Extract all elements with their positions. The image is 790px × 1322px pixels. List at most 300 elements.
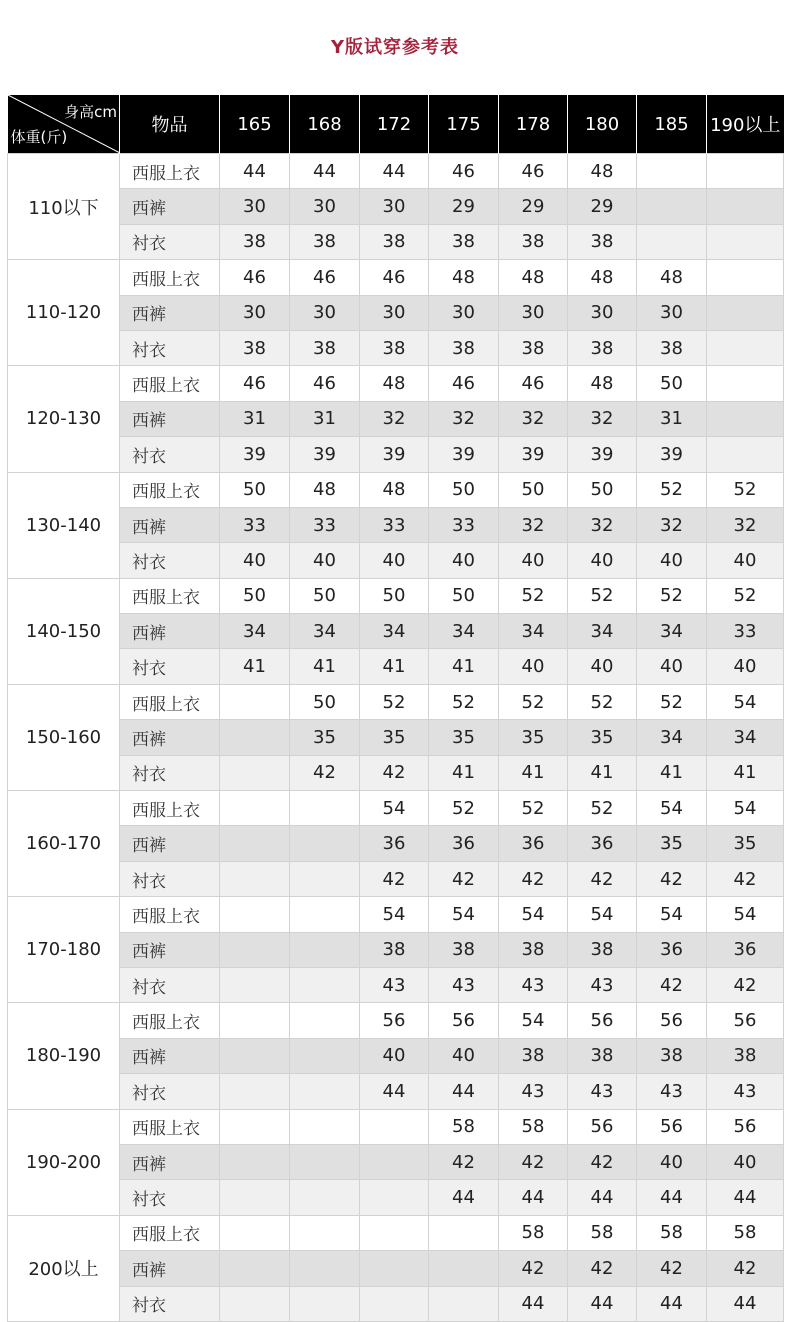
- size-value-cell: 32: [637, 507, 707, 542]
- item-cell: 衬衣: [120, 861, 220, 896]
- size-value-cell: 44: [707, 1286, 784, 1321]
- size-value-cell: 52: [568, 684, 637, 719]
- table-row: [8, 154, 784, 189]
- size-value-cell: [290, 1109, 360, 1144]
- size-value-cell: 56: [360, 1003, 429, 1038]
- table-row: [8, 366, 784, 401]
- size-value-cell: 52: [637, 578, 707, 613]
- size-value-cell: [220, 720, 290, 755]
- size-value-cell: 32: [499, 401, 568, 436]
- size-value-cell: 38: [637, 330, 707, 365]
- size-value-cell: [220, 897, 290, 932]
- table-row: [8, 224, 784, 259]
- table-row: [8, 1038, 784, 1073]
- table-body: [8, 154, 784, 1322]
- size-value-cell: 48: [360, 366, 429, 401]
- size-value-cell: 54: [637, 897, 707, 932]
- size-value-cell: 52: [360, 684, 429, 719]
- size-value-cell: 43: [429, 967, 499, 1002]
- table-row: [8, 897, 784, 932]
- size-value-cell: 40: [637, 543, 707, 578]
- size-value-cell: 56: [568, 1109, 637, 1144]
- size-value-cell: 35: [637, 826, 707, 861]
- size-value-cell: 52: [499, 578, 568, 613]
- size-value-cell: [707, 224, 784, 259]
- size-value-cell: [220, 1038, 290, 1073]
- size-value-cell: [220, 1215, 290, 1250]
- item-cell: 西服上衣: [120, 1109, 220, 1144]
- item-cell: 西服上衣: [120, 578, 220, 613]
- size-value-cell: 58: [568, 1215, 637, 1250]
- size-value-cell: 40: [499, 543, 568, 578]
- size-value-cell: 42: [707, 967, 784, 1002]
- size-value-cell: 42: [360, 861, 429, 896]
- table-row: [8, 260, 784, 295]
- size-value-cell: [220, 1074, 290, 1109]
- height-column-header: 185: [637, 95, 707, 154]
- size-value-cell: 41: [499, 755, 568, 790]
- size-value-cell: 38: [290, 224, 360, 259]
- size-value-cell: 56: [429, 1003, 499, 1038]
- size-value-cell: 52: [499, 684, 568, 719]
- height-column-header: 180: [568, 95, 637, 154]
- table-row: [8, 543, 784, 578]
- weight-range-cell: 130-140: [8, 472, 120, 578]
- size-value-cell: 50: [568, 472, 637, 507]
- size-value-cell: 34: [707, 720, 784, 755]
- size-value-cell: 56: [707, 1109, 784, 1144]
- table-row: [8, 1144, 784, 1179]
- size-value-cell: 38: [568, 224, 637, 259]
- size-value-cell: 54: [499, 1003, 568, 1038]
- size-value-cell: 42: [499, 861, 568, 896]
- size-value-cell: 54: [499, 897, 568, 932]
- item-cell: 西服上衣: [120, 684, 220, 719]
- size-value-cell: 50: [290, 684, 360, 719]
- size-value-cell: 46: [220, 260, 290, 295]
- size-value-cell: 42: [637, 861, 707, 896]
- size-value-cell: 38: [290, 330, 360, 365]
- size-value-cell: 44: [637, 1286, 707, 1321]
- size-value-cell: 40: [290, 543, 360, 578]
- size-value-cell: 56: [568, 1003, 637, 1038]
- size-value-cell: [290, 1038, 360, 1073]
- size-value-cell: 48: [290, 472, 360, 507]
- size-value-cell: 35: [568, 720, 637, 755]
- size-value-cell: 48: [499, 260, 568, 295]
- size-value-cell: 40: [499, 649, 568, 684]
- header-row: [8, 95, 784, 154]
- table-row: [8, 861, 784, 896]
- table-row: [8, 401, 784, 436]
- size-value-cell: 39: [499, 437, 568, 472]
- item-cell: 西裤: [120, 1251, 220, 1286]
- size-value-cell: 35: [499, 720, 568, 755]
- item-cell: 衬衣: [120, 755, 220, 790]
- size-value-cell: [290, 967, 360, 1002]
- size-value-cell: 38: [220, 224, 290, 259]
- size-value-cell: 40: [637, 649, 707, 684]
- size-value-cell: 48: [637, 260, 707, 295]
- size-value-cell: 34: [429, 614, 499, 649]
- size-value-cell: 34: [360, 614, 429, 649]
- item-cell: 衬衣: [120, 1180, 220, 1215]
- item-cell: 西裤: [120, 189, 220, 224]
- size-value-cell: 36: [499, 826, 568, 861]
- size-value-cell: 35: [707, 826, 784, 861]
- size-value-cell: 44: [568, 1286, 637, 1321]
- size-value-cell: [220, 861, 290, 896]
- size-value-cell: 46: [429, 366, 499, 401]
- size-value-cell: 33: [429, 507, 499, 542]
- size-value-cell: 58: [707, 1215, 784, 1250]
- size-value-cell: [360, 1180, 429, 1215]
- table-row: [8, 472, 784, 507]
- size-value-cell: [220, 755, 290, 790]
- height-column-header: 165: [220, 95, 290, 154]
- size-value-cell: 56: [637, 1003, 707, 1038]
- table-row: [8, 295, 784, 330]
- size-value-cell: 42: [637, 1251, 707, 1286]
- weight-range-cell: 160-170: [8, 791, 120, 897]
- size-value-cell: 32: [499, 507, 568, 542]
- size-value-cell: 40: [707, 649, 784, 684]
- size-value-cell: 48: [568, 366, 637, 401]
- size-value-cell: 58: [429, 1109, 499, 1144]
- table-row: [8, 1215, 784, 1250]
- size-value-cell: 43: [360, 967, 429, 1002]
- size-value-cell: [290, 932, 360, 967]
- item-cell: 西服上衣: [120, 791, 220, 826]
- size-value-cell: 29: [568, 189, 637, 224]
- size-value-cell: 41: [360, 649, 429, 684]
- size-value-cell: 38: [637, 1038, 707, 1073]
- size-value-cell: 42: [568, 1144, 637, 1179]
- size-value-cell: 52: [568, 578, 637, 613]
- size-value-cell: 40: [429, 543, 499, 578]
- item-column-header: 物品: [120, 95, 220, 154]
- size-value-cell: [707, 366, 784, 401]
- table-row: [8, 1109, 784, 1144]
- table-row: [8, 578, 784, 613]
- item-cell: 西裤: [120, 1144, 220, 1179]
- size-value-cell: 34: [499, 614, 568, 649]
- size-value-cell: [707, 401, 784, 436]
- size-value-cell: 52: [429, 684, 499, 719]
- size-value-cell: 33: [360, 507, 429, 542]
- size-value-cell: 31: [637, 401, 707, 436]
- size-value-cell: 46: [499, 366, 568, 401]
- size-value-cell: 35: [429, 720, 499, 755]
- size-value-cell: 30: [568, 295, 637, 330]
- size-value-cell: [707, 437, 784, 472]
- size-value-cell: 50: [499, 472, 568, 507]
- size-value-cell: [707, 330, 784, 365]
- size-value-cell: 46: [290, 366, 360, 401]
- size-value-cell: 40: [220, 543, 290, 578]
- size-value-cell: 30: [360, 189, 429, 224]
- size-value-cell: 34: [637, 720, 707, 755]
- size-value-cell: 46: [290, 260, 360, 295]
- size-value-cell: 31: [290, 401, 360, 436]
- size-value-cell: 39: [637, 437, 707, 472]
- size-value-cell: [707, 189, 784, 224]
- weight-axis-label: 体重(斤): [10, 128, 68, 146]
- weight-range-cell: 200以上: [8, 1215, 120, 1321]
- size-value-cell: 54: [568, 897, 637, 932]
- size-value-cell: 56: [637, 1109, 707, 1144]
- size-value-cell: [220, 684, 290, 719]
- table-row: [8, 189, 784, 224]
- size-value-cell: 44: [568, 1180, 637, 1215]
- item-cell: 衬衣: [120, 330, 220, 365]
- size-value-cell: 52: [637, 684, 707, 719]
- size-value-cell: 38: [429, 224, 499, 259]
- size-value-cell: [220, 1180, 290, 1215]
- size-value-cell: 48: [568, 154, 637, 189]
- size-value-cell: 58: [499, 1109, 568, 1144]
- size-value-cell: 35: [360, 720, 429, 755]
- table-row: [8, 684, 784, 719]
- weight-range-cell: 190-200: [8, 1109, 120, 1215]
- size-value-cell: [429, 1251, 499, 1286]
- size-value-cell: 36: [360, 826, 429, 861]
- size-value-cell: 43: [499, 967, 568, 1002]
- size-value-cell: 54: [360, 791, 429, 826]
- size-value-cell: 42: [707, 861, 784, 896]
- item-cell: 西服上衣: [120, 897, 220, 932]
- size-value-cell: 38: [499, 224, 568, 259]
- size-value-cell: 29: [499, 189, 568, 224]
- size-value-cell: [360, 1251, 429, 1286]
- size-value-cell: 38: [429, 330, 499, 365]
- item-cell: 西裤: [120, 401, 220, 436]
- size-value-cell: 43: [637, 1074, 707, 1109]
- size-value-cell: 40: [568, 543, 637, 578]
- item-cell: 衬衣: [120, 1286, 220, 1321]
- height-axis-label: 身高cm: [64, 103, 117, 121]
- table-row: [8, 507, 784, 542]
- size-value-cell: 46: [220, 366, 290, 401]
- size-value-cell: 30: [290, 189, 360, 224]
- size-value-cell: 44: [360, 154, 429, 189]
- size-value-cell: 42: [499, 1251, 568, 1286]
- size-value-cell: 42: [499, 1144, 568, 1179]
- size-value-cell: 50: [220, 578, 290, 613]
- size-value-cell: [360, 1286, 429, 1321]
- size-value-cell: [220, 1286, 290, 1321]
- size-value-cell: 42: [637, 967, 707, 1002]
- size-value-cell: [220, 1003, 290, 1038]
- table-row: [8, 826, 784, 861]
- size-value-cell: 38: [568, 1038, 637, 1073]
- size-value-cell: 43: [568, 967, 637, 1002]
- size-value-cell: 54: [707, 791, 784, 826]
- size-value-cell: 40: [429, 1038, 499, 1073]
- size-value-cell: 46: [499, 154, 568, 189]
- size-value-cell: 50: [637, 366, 707, 401]
- size-value-cell: 32: [568, 401, 637, 436]
- size-value-cell: [290, 897, 360, 932]
- size-value-cell: [220, 1144, 290, 1179]
- size-value-cell: 50: [429, 472, 499, 507]
- size-value-cell: 39: [568, 437, 637, 472]
- size-value-cell: [637, 224, 707, 259]
- size-value-cell: 38: [707, 1038, 784, 1073]
- item-cell: 衬衣: [120, 543, 220, 578]
- size-value-cell: 56: [707, 1003, 784, 1038]
- size-value-cell: 41: [220, 649, 290, 684]
- item-cell: 西裤: [120, 614, 220, 649]
- table-header: [8, 95, 784, 154]
- size-value-cell: [290, 1215, 360, 1250]
- size-value-cell: 41: [429, 649, 499, 684]
- size-value-cell: 43: [568, 1074, 637, 1109]
- size-value-cell: [707, 260, 784, 295]
- size-value-cell: 30: [499, 295, 568, 330]
- size-value-cell: 50: [220, 472, 290, 507]
- size-value-cell: 38: [499, 1038, 568, 1073]
- item-cell: 衬衣: [120, 1074, 220, 1109]
- size-value-cell: 38: [499, 330, 568, 365]
- size-value-cell: 38: [360, 330, 429, 365]
- size-value-cell: 29: [429, 189, 499, 224]
- table-row: [8, 755, 784, 790]
- size-value-cell: 32: [429, 401, 499, 436]
- size-value-cell: 30: [637, 295, 707, 330]
- size-value-cell: [290, 826, 360, 861]
- size-value-cell: 42: [429, 861, 499, 896]
- size-value-cell: 48: [429, 260, 499, 295]
- item-cell: 西裤: [120, 826, 220, 861]
- size-value-cell: [360, 1144, 429, 1179]
- size-value-cell: 39: [360, 437, 429, 472]
- size-value-cell: [707, 295, 784, 330]
- size-value-cell: 33: [707, 614, 784, 649]
- size-value-cell: [290, 1074, 360, 1109]
- size-value-cell: 38: [360, 932, 429, 967]
- size-value-cell: 54: [637, 791, 707, 826]
- item-cell: 西裤: [120, 507, 220, 542]
- size-value-cell: 46: [360, 260, 429, 295]
- height-column-header: 178: [499, 95, 568, 154]
- size-value-cell: [707, 154, 784, 189]
- size-value-cell: [220, 826, 290, 861]
- size-value-cell: 38: [360, 224, 429, 259]
- size-value-cell: 30: [220, 295, 290, 330]
- item-cell: 衬衣: [120, 224, 220, 259]
- size-value-cell: 38: [220, 330, 290, 365]
- size-value-cell: 54: [707, 897, 784, 932]
- size-value-cell: 50: [429, 578, 499, 613]
- size-value-cell: [290, 1144, 360, 1179]
- size-value-cell: 54: [429, 897, 499, 932]
- size-value-cell: 52: [499, 791, 568, 826]
- size-value-cell: 40: [568, 649, 637, 684]
- size-value-cell: [429, 1215, 499, 1250]
- size-value-cell: 52: [707, 472, 784, 507]
- size-value-cell: 52: [429, 791, 499, 826]
- size-value-cell: [429, 1286, 499, 1321]
- table-row: [8, 330, 784, 365]
- size-value-cell: 36: [429, 826, 499, 861]
- size-value-cell: 40: [360, 543, 429, 578]
- size-value-cell: 50: [290, 578, 360, 613]
- size-value-cell: 42: [707, 1251, 784, 1286]
- size-value-cell: 32: [568, 507, 637, 542]
- size-value-cell: [220, 1109, 290, 1144]
- size-value-cell: [290, 1180, 360, 1215]
- size-value-cell: 31: [220, 401, 290, 436]
- size-value-cell: 39: [429, 437, 499, 472]
- size-value-cell: 38: [499, 932, 568, 967]
- size-value-cell: 44: [499, 1180, 568, 1215]
- size-value-cell: 52: [707, 578, 784, 613]
- table-row: [8, 932, 784, 967]
- size-value-cell: 36: [568, 826, 637, 861]
- item-cell: 西服上衣: [120, 472, 220, 507]
- height-column-header: 168: [290, 95, 360, 154]
- size-reference-table: [7, 95, 784, 1322]
- size-value-cell: [220, 932, 290, 967]
- size-value-cell: 44: [499, 1286, 568, 1321]
- size-value-cell: [290, 791, 360, 826]
- size-value-cell: 41: [707, 755, 784, 790]
- weight-range-cell: 120-130: [8, 366, 120, 472]
- page-title: Y版试穿参考表: [330, 37, 460, 58]
- corner-header-cell: [8, 95, 120, 154]
- size-value-cell: 44: [290, 154, 360, 189]
- height-column-header: 172: [360, 95, 429, 154]
- size-value-cell: 50: [360, 578, 429, 613]
- table-row: [8, 1074, 784, 1109]
- size-value-cell: 46: [429, 154, 499, 189]
- size-value-cell: [290, 1286, 360, 1321]
- weight-range-cell: 110-120: [8, 260, 120, 366]
- table-row: [8, 1180, 784, 1215]
- item-cell: 西裤: [120, 932, 220, 967]
- size-value-cell: 33: [290, 507, 360, 542]
- size-value-cell: [290, 1003, 360, 1038]
- size-value-cell: 30: [429, 295, 499, 330]
- size-value-cell: 43: [707, 1074, 784, 1109]
- item-cell: 衬衣: [120, 967, 220, 1002]
- size-value-cell: 44: [637, 1180, 707, 1215]
- item-cell: 西服上衣: [120, 1003, 220, 1038]
- size-value-cell: [290, 861, 360, 896]
- item-cell: 西裤: [120, 295, 220, 330]
- size-value-cell: 33: [220, 507, 290, 542]
- item-cell: 西服上衣: [120, 154, 220, 189]
- item-cell: 西服上衣: [120, 260, 220, 295]
- item-cell: 衬衣: [120, 649, 220, 684]
- size-value-cell: 34: [637, 614, 707, 649]
- size-value-cell: 38: [429, 932, 499, 967]
- size-value-cell: 36: [707, 932, 784, 967]
- size-value-cell: 34: [290, 614, 360, 649]
- size-value-cell: 48: [568, 260, 637, 295]
- size-value-cell: 44: [429, 1074, 499, 1109]
- size-value-cell: [637, 189, 707, 224]
- size-value-cell: 44: [707, 1180, 784, 1215]
- table-row: [8, 614, 784, 649]
- size-value-cell: [220, 791, 290, 826]
- item-cell: 西服上衣: [120, 366, 220, 401]
- size-value-cell: 35: [290, 720, 360, 755]
- size-value-cell: 34: [220, 614, 290, 649]
- weight-range-cell: 150-160: [8, 684, 120, 790]
- size-value-cell: 36: [637, 932, 707, 967]
